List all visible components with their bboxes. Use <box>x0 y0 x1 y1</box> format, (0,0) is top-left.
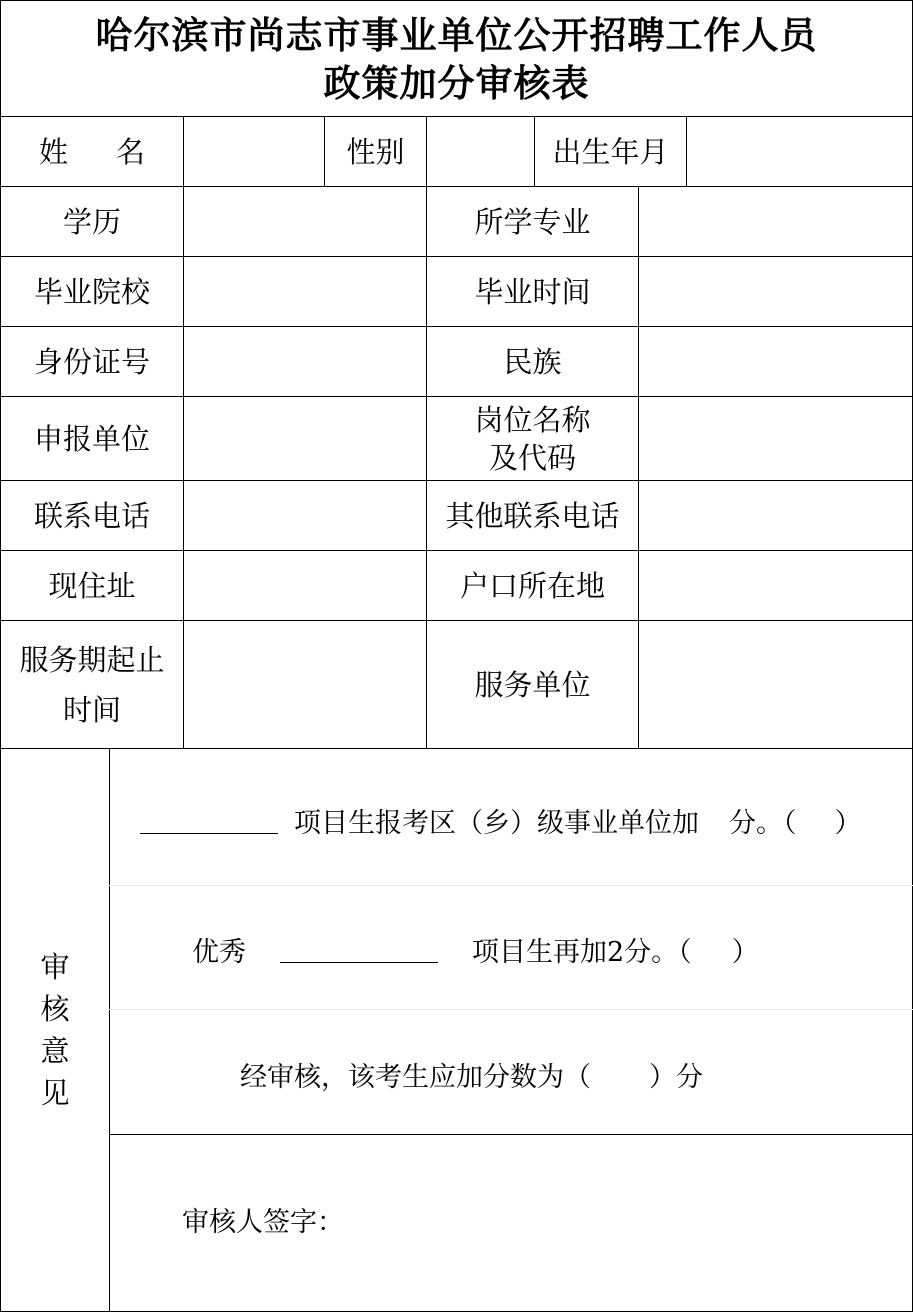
gender-label: 性别 <box>346 134 405 169</box>
name-label-a: 姓 <box>38 134 68 169</box>
id-label-cell <box>0 326 184 397</box>
review-line-2-close: ） <box>731 936 759 968</box>
review-line-3-close: ）分 <box>649 1061 703 1093</box>
birth-label-cell <box>534 116 687 187</box>
major-value-cell[interactable] <box>638 186 913 257</box>
position-label-1: 岗位名称 <box>474 402 591 437</box>
address-label-cell <box>0 550 184 621</box>
review-label-char-2: 核 <box>40 992 70 1026</box>
service-period-label-cell <box>0 620 184 749</box>
review-line-1-close: ） <box>834 807 862 839</box>
unit-label: 申报单位 <box>33 421 150 456</box>
review-line-1-suffix: 分。（ <box>729 807 797 839</box>
other-phone-label-cell <box>426 480 639 551</box>
gender-label-cell <box>324 116 427 187</box>
unit-value-cell[interactable] <box>183 396 427 481</box>
id-value-cell[interactable] <box>183 326 427 397</box>
grad-time-label-cell <box>426 256 639 327</box>
birth-label: 出生年月 <box>552 134 669 169</box>
grad-time-label: 毕业时间 <box>474 274 591 309</box>
review-line-2 <box>108 927 913 971</box>
major-label: 所学专业 <box>474 204 591 239</box>
id-label: 身份证号 <box>33 344 150 379</box>
school-label: 毕业院校 <box>33 274 150 309</box>
review-divider-2 <box>108 1009 913 1010</box>
name-label-b: 名 <box>116 134 146 169</box>
other-phone-label: 其他联系电话 <box>445 498 620 533</box>
review-divider-1 <box>108 885 913 886</box>
review-label-cell <box>0 748 110 1312</box>
review-label-char-3: 意 <box>40 1034 70 1068</box>
review-line-1-text: 项目生报考区（乡）级事业单位加 <box>294 807 699 839</box>
education-value-cell[interactable] <box>183 186 427 257</box>
review-line-1 <box>108 798 913 842</box>
review-line-3-text: 经审核，该考生应加分数为（ <box>240 1061 591 1093</box>
service-unit-label: 服务单位 <box>474 667 591 702</box>
service-period-value-cell[interactable] <box>183 620 427 749</box>
school-label-cell <box>0 256 184 327</box>
hukou-label-cell <box>426 550 639 621</box>
title-line-1: 哈尔滨市尚志市事业单位公开招聘工作人员 <box>95 13 818 57</box>
other-phone-value-cell[interactable] <box>638 480 913 551</box>
hukou-value-cell[interactable] <box>638 550 913 621</box>
signature-label: 审核人签字： <box>182 1207 344 1238</box>
title-line-2: 政策加分审核表 <box>323 61 590 105</box>
signature-cell <box>109 1134 913 1312</box>
service-period-label-1: 服务期起止 <box>19 642 165 677</box>
review-line-2-text: 项目生再加2分。（ <box>472 936 692 968</box>
education-label-cell <box>0 186 184 257</box>
hukou-label: 户口所在地 <box>459 568 605 603</box>
review-label-char-1: 审 <box>40 950 70 984</box>
review-line-3 <box>108 1052 913 1096</box>
excellent-project-blank[interactable] <box>280 936 438 963</box>
name-label-cell <box>0 116 184 187</box>
review-line-2-prefix: 优秀 <box>192 936 246 968</box>
service-unit-value-cell[interactable] <box>638 620 913 749</box>
phone-label: 联系电话 <box>33 498 150 533</box>
birth-value-cell[interactable] <box>686 116 913 187</box>
name-value-cell[interactable] <box>183 116 325 187</box>
phone-value-cell[interactable] <box>183 480 427 551</box>
ethnicity-label-cell <box>426 326 639 397</box>
grad-time-value-cell[interactable] <box>638 256 913 327</box>
project-type-blank[interactable] <box>140 807 278 834</box>
position-label-2: 及代码 <box>488 440 576 475</box>
gender-value-cell[interactable] <box>426 116 535 187</box>
school-value-cell[interactable] <box>183 256 427 327</box>
education-label: 学历 <box>62 204 121 239</box>
ethnicity-label: 民族 <box>503 344 562 379</box>
position-label-cell <box>426 396 639 481</box>
address-value-cell[interactable] <box>183 550 427 621</box>
service-unit-label-cell <box>426 620 639 749</box>
major-label-cell <box>426 186 639 257</box>
review-label-char-4: 见 <box>40 1076 70 1110</box>
service-period-label-2: 时间 <box>62 692 121 727</box>
form-title <box>0 0 913 117</box>
phone-label-cell <box>0 480 184 551</box>
unit-label-cell <box>0 396 184 481</box>
ethnicity-value-cell[interactable] <box>638 326 913 397</box>
position-value-cell[interactable] <box>638 396 913 481</box>
address-label: 现住址 <box>48 568 136 603</box>
